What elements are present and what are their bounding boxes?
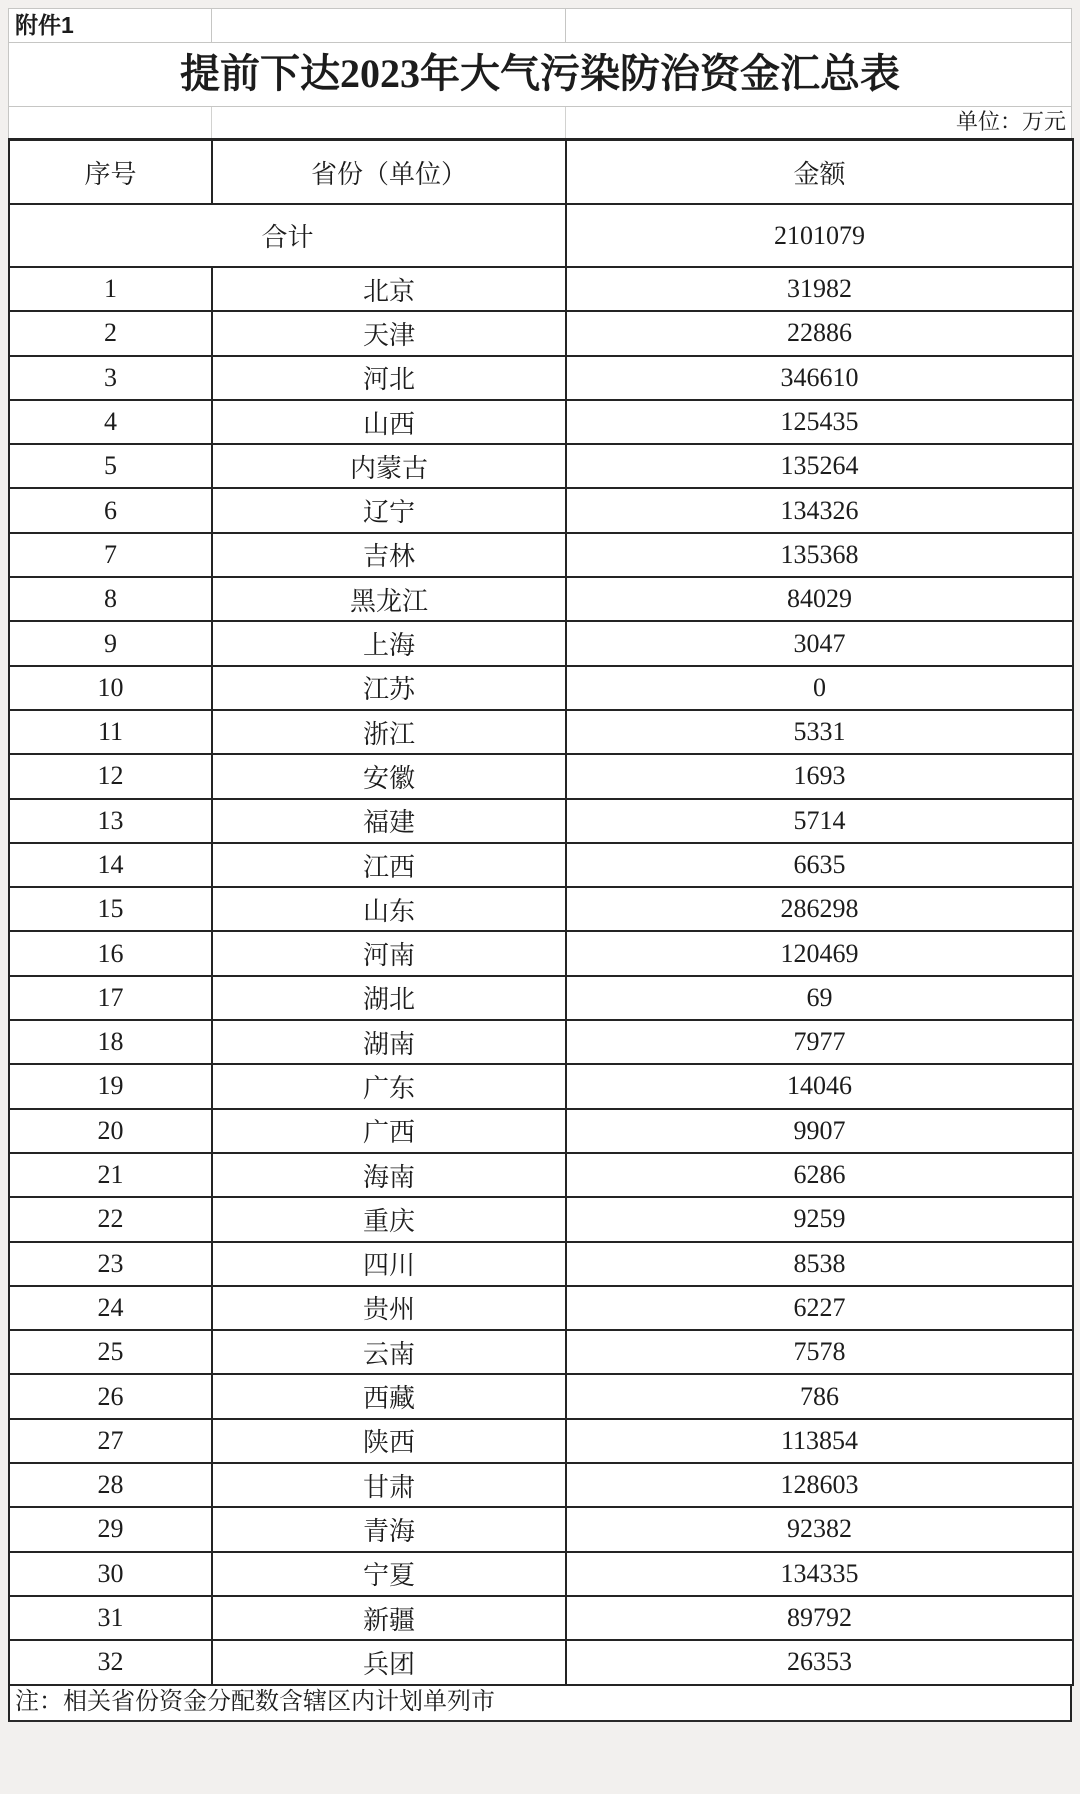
- row-province: 青海: [212, 1507, 566, 1551]
- row-province: 陕西: [212, 1419, 566, 1463]
- row-province: 广西: [212, 1109, 566, 1153]
- row-province: 浙江: [212, 710, 566, 754]
- row-province: 甘肃: [212, 1463, 566, 1507]
- row-no: 22: [9, 1197, 212, 1241]
- table-row: [9, 1596, 1073, 1640]
- row-no: 7: [9, 533, 212, 577]
- row-province: 北京: [212, 267, 566, 311]
- row-no: 32: [9, 1640, 212, 1684]
- row-province: 广东: [212, 1064, 566, 1108]
- gridline: [211, 107, 212, 138]
- table-row: [9, 488, 1073, 532]
- row-amount: 14046: [566, 1064, 1073, 1108]
- table-row: [9, 1109, 1073, 1153]
- table-row: [9, 356, 1073, 400]
- row-province: 江西: [212, 843, 566, 887]
- row-province: 天津: [212, 311, 566, 355]
- row-province: 山西: [212, 400, 566, 444]
- table-row: [9, 1286, 1073, 1330]
- header-no: 序号: [9, 140, 212, 205]
- table-row: [9, 710, 1073, 754]
- row-province: 河南: [212, 931, 566, 975]
- row-amount: 135368: [566, 533, 1073, 577]
- table-header: [9, 140, 1073, 205]
- header-amount: 金额: [566, 140, 1073, 205]
- row-no: 11: [9, 710, 212, 754]
- row-province: 吉林: [212, 533, 566, 577]
- row-no: 14: [9, 843, 212, 887]
- row-no: 26: [9, 1374, 212, 1418]
- table-row: [9, 1330, 1073, 1374]
- row-amount: 5331: [566, 710, 1073, 754]
- table-row: [9, 444, 1073, 488]
- row-no: 27: [9, 1419, 212, 1463]
- row-amount: 7977: [566, 1020, 1073, 1064]
- row-province: 山东: [212, 887, 566, 931]
- row-amount: 6286: [566, 1153, 1073, 1197]
- row-province: 重庆: [212, 1197, 566, 1241]
- row-no: 19: [9, 1064, 212, 1108]
- row-amount: 22886: [566, 311, 1073, 355]
- row-province: 黑龙江: [212, 577, 566, 621]
- row-no: 25: [9, 1330, 212, 1374]
- table-row: [9, 577, 1073, 621]
- row-no: 24: [9, 1286, 212, 1330]
- table-row: [9, 1374, 1073, 1418]
- table-row: [9, 1463, 1073, 1507]
- row-amount: 9907: [566, 1109, 1073, 1153]
- total-label: 合计: [9, 204, 566, 267]
- table-row: [9, 1507, 1073, 1551]
- row-no: 4: [9, 400, 212, 444]
- table-row: [9, 887, 1073, 931]
- table-row: [9, 754, 1073, 798]
- row-no: 10: [9, 666, 212, 710]
- attachment-row-empty-cell: [212, 9, 566, 42]
- attachment-row-empty-cell: [566, 9, 1071, 42]
- row-amount: 6635: [566, 843, 1073, 887]
- row-no: 12: [9, 754, 212, 798]
- table-row: [9, 533, 1073, 577]
- table-row: [9, 1419, 1073, 1463]
- row-no: 15: [9, 887, 212, 931]
- row-province: 四川: [212, 1242, 566, 1286]
- table-row: [9, 931, 1073, 975]
- table-row: [9, 1640, 1073, 1684]
- row-no: 5: [9, 444, 212, 488]
- row-no: 30: [9, 1552, 212, 1596]
- gridline: [565, 107, 566, 138]
- row-province: 宁夏: [212, 1552, 566, 1596]
- row-province: 海南: [212, 1153, 566, 1197]
- document-sheet: [8, 8, 1072, 1722]
- row-no: 1: [9, 267, 212, 311]
- row-province: 河北: [212, 356, 566, 400]
- row-amount: 113854: [566, 1419, 1073, 1463]
- table-row: [9, 1197, 1073, 1241]
- row-no: 16: [9, 931, 212, 975]
- row-province: 西藏: [212, 1374, 566, 1418]
- row-amount: 9259: [566, 1197, 1073, 1241]
- row-no: 20: [9, 1109, 212, 1153]
- table-body: [9, 204, 1073, 1685]
- row-province: 辽宁: [212, 488, 566, 532]
- row-province: 新疆: [212, 1596, 566, 1640]
- row-no: 18: [9, 1020, 212, 1064]
- table-row: [9, 400, 1073, 444]
- table-row: [9, 1064, 1073, 1108]
- row-amount: 134326: [566, 488, 1073, 532]
- table-row: [9, 311, 1073, 355]
- row-amount: 125435: [566, 400, 1073, 444]
- table-row: [9, 843, 1073, 887]
- row-province: 江苏: [212, 666, 566, 710]
- row-amount: 69: [566, 976, 1073, 1020]
- row-amount: 1693: [566, 754, 1073, 798]
- row-amount: 26353: [566, 1640, 1073, 1684]
- row-amount: 5714: [566, 799, 1073, 843]
- row-amount: 84029: [566, 577, 1073, 621]
- row-no: 21: [9, 1153, 212, 1197]
- row-amount: 8538: [566, 1242, 1073, 1286]
- table-row: [9, 621, 1073, 665]
- row-province: 安徽: [212, 754, 566, 798]
- table-row: [9, 976, 1073, 1020]
- row-amount: 7578: [566, 1330, 1073, 1374]
- row-province: 贵州: [212, 1286, 566, 1330]
- row-amount: 786: [566, 1374, 1073, 1418]
- unit-label: 单位：万元: [955, 109, 1066, 134]
- row-no: 28: [9, 1463, 212, 1507]
- table-row: [9, 666, 1073, 710]
- row-amount: 92382: [566, 1507, 1073, 1551]
- row-amount: 31982: [566, 267, 1073, 311]
- row-no: 13: [9, 799, 212, 843]
- row-province: 上海: [212, 621, 566, 665]
- row-amount: 3047: [566, 621, 1073, 665]
- row-amount: 286298: [566, 887, 1073, 931]
- table-row: [9, 1153, 1073, 1197]
- header-row: [9, 140, 1073, 205]
- table-row: [9, 1020, 1073, 1064]
- row-amount: 134335: [566, 1552, 1073, 1596]
- header-province: 省份（单位）: [212, 140, 566, 205]
- row-amount: 128603: [566, 1463, 1073, 1507]
- row-no: 8: [9, 577, 212, 621]
- row-amount: 6227: [566, 1286, 1073, 1330]
- row-amount: 346610: [566, 356, 1073, 400]
- row-no: 6: [9, 488, 212, 532]
- row-no: 2: [9, 311, 212, 355]
- row-no: 17: [9, 976, 212, 1020]
- row-province: 内蒙古: [212, 444, 566, 488]
- row-amount: 120469: [566, 931, 1073, 975]
- row-no: 3: [9, 356, 212, 400]
- fund-summary-table: [8, 138, 1074, 1686]
- row-no: 29: [9, 1507, 212, 1551]
- row-amount: 0: [566, 666, 1073, 710]
- attachment-label: 附件1: [9, 9, 212, 42]
- unit-row: [8, 107, 1072, 138]
- row-no: 31: [9, 1596, 212, 1640]
- row-province: 福建: [212, 799, 566, 843]
- row-no: 23: [9, 1242, 212, 1286]
- total-amount: 2101079: [566, 204, 1073, 267]
- attachment-row: [8, 8, 1072, 43]
- table-row: [9, 1242, 1073, 1286]
- table-row: [9, 1552, 1073, 1596]
- table-row: [9, 799, 1073, 843]
- footnote: 注：相关省份资金分配数含辖区内计划单列市: [8, 1686, 1072, 1722]
- row-province: 云南: [212, 1330, 566, 1374]
- row-province: 湖北: [212, 976, 566, 1020]
- page-title: 提前下达2023年大气污染防治资金汇总表: [8, 43, 1072, 107]
- row-no: 9: [9, 621, 212, 665]
- table-row: [9, 267, 1073, 311]
- row-amount: 135264: [566, 444, 1073, 488]
- row-amount: 89792: [566, 1596, 1073, 1640]
- total-row: [9, 204, 1073, 267]
- row-province: 湖南: [212, 1020, 566, 1064]
- row-province: 兵团: [212, 1640, 566, 1684]
